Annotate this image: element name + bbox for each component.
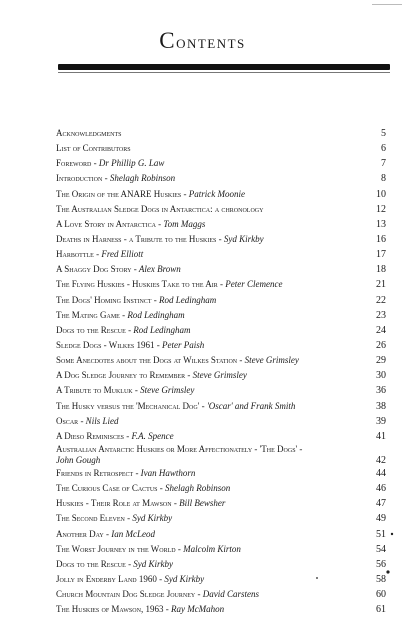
toc-entry [56,156,386,171]
toc-entry [56,171,386,186]
toc-entry-title: The Huskies of Mawson, 1963 [56,604,164,615]
toc-entry-author: - Ivan Hawthorn [133,467,196,478]
toc-entry-author: - Nils Lied [78,415,119,426]
toc-entry-title: Acknowledgments [56,128,122,138]
toc-entry-title: The Australian Sledge Dogs in Antarctica: a chronology [56,203,264,214]
toc-entry [56,126,386,141]
toc-entry-page: 17 [376,249,386,261]
title-rule [58,64,390,70]
toc-entry-title: Friends in Retrospect [56,467,134,478]
toc-entry-page: 30 [376,370,386,382]
toc-entry-page: 46 [376,483,386,495]
toc-entry-title: A Dog Sledge Journey to Remember [56,370,186,381]
toc-entry [56,262,386,277]
toc-entry [56,217,386,232]
toc-entry [56,557,386,572]
toc-entry-author: - Shelagh Robinson [157,483,231,494]
toc-entry-author: - Syd Kirkby [125,558,174,569]
toc-entry-title: Sledge Dogs - Wilkes 1961 [56,339,155,350]
toc-entry [56,383,386,398]
toc-entry-author: - F.A. Spence [124,430,174,441]
toc-entry-title: List of Contributors [56,143,131,154]
toc-entry-page: 5 [381,128,386,139]
toc-entry-page: 39 [376,415,386,427]
toc-entry-author: - Steve Grimsley [185,370,247,381]
toc-entry [56,587,386,602]
toc-entry [56,277,386,292]
toc-entry-author: - Syd Kirkby [156,573,205,584]
toc-entry [56,202,386,217]
toc-entry-title: A Love Story in Antarctica [56,218,156,229]
title-initial: C [159,28,177,53]
toc-entry-title: Australian Antarctic Huskies or More Affectionately - 'The Dogs' - [56,443,303,454]
toc-entry-author: - Syd Kirkby [216,233,264,244]
toc-entry-author: - Shelagh Robinson [102,173,176,184]
toc-entry-title: Introduction [56,173,103,184]
toc-entry [56,466,386,481]
toc-entry-page: 13 [376,218,386,230]
toc-entry [56,572,386,587]
toc-entry-page: 10 [376,188,386,200]
toc-entry-page: 7 [381,158,386,170]
toc-entry-page: 23 [376,309,386,321]
speck [386,570,389,573]
toc-entry-title: A Dieso Reminisces [56,430,125,441]
toc-entry [56,527,386,542]
speck [391,533,393,535]
toc-entry-author: - 'Oscar' and Frank Smith [199,400,296,411]
toc-entry-page: 29 [376,355,386,367]
toc-entry-page: 58 [376,573,386,585]
title-rule-thin [58,72,390,73]
toc-entry-title: The Husky versus the 'Mechanical Dog' [56,400,200,411]
toc-entry-title: Oscar [56,415,79,426]
toc-entry-title: A Tribute to Mukluk [56,385,133,396]
toc-entry-title: Dogs to the Rescue [56,324,126,335]
toc-entry-author: - Rod Ledingham [151,294,217,305]
toc-entry [56,368,386,383]
toc-entry-author: - Patrick Moonie [181,188,245,199]
toc-entry-page: 41 [376,430,386,442]
title-rest: ontents [176,32,246,53]
toc-entry-title: Deaths in Harness - a Tribute to the Huskies [56,233,217,244]
toc-entry-author: John Gough [56,454,101,465]
toc-entry-page: 44 [376,467,386,479]
toc-entry-title: The Mating Game [56,309,120,320]
toc-entry [56,187,386,202]
toc-entry-page: 51 [376,528,386,540]
toc-entry [56,399,386,414]
toc-entry-author: - David Carstens [195,589,259,600]
toc-entry [56,353,386,368]
toc-entry-page: 12 [376,203,386,215]
toc-entry-page: 18 [376,264,386,276]
toc-entry [56,293,386,308]
toc-entry-author: - Peter Clemence [217,279,283,290]
toc-entry-title: Another Day [56,528,104,539]
toc-entry-author: - Bill Bewsher [171,498,226,509]
toc-entry [56,338,386,353]
toc-entry [56,323,386,338]
toc-entry-title: Huskies - Their Role at Mawson [56,498,172,509]
toc-entry-page: 21 [376,279,386,291]
toc-entry [56,511,386,526]
toc-entry-title: The Origin of the ANARE Huskies [56,188,182,199]
toc-entry-title: Some Anecdotes about the Dogs at Wilkes Station [56,355,238,366]
toc-entry-title: The Curious Case of Cactus [56,483,158,494]
toc-entry-title: The Second Eleven [56,513,125,524]
toc-entry-page: 24 [376,324,386,336]
toc-entry [56,141,386,156]
toc-entry-author: - Rod Ledingham [119,309,185,320]
toc-entry [56,429,386,444]
toc-entry-title: Jolly in Enderby Land 1960 [56,573,157,584]
toc-entry [56,602,386,617]
toc-entry [56,414,386,429]
toc-entry [56,444,386,466]
toc-entry-page: 38 [376,400,386,412]
toc-entry [56,247,386,262]
toc-entry-author: - Peter Paish [154,339,205,350]
toc-entry-title: Dogs to the Rescue [56,558,126,569]
toc-entry-title: A Shaggy Dog Story [56,264,132,275]
toc-entry-page: 36 [376,385,386,397]
toc-entry-title: The Flying Huskies - Huskies Take to the Air [56,279,218,290]
toc-entry-page: 47 [376,498,386,510]
toc-entry [56,496,386,511]
toc-entry-author: - Alex Brown [131,264,181,275]
toc-entry-author: - Malcolm Kirton [175,543,241,554]
toc-entry-page: 60 [376,589,386,601]
toc-entry-page: 54 [376,543,386,555]
toc-entry [56,542,386,557]
toc-entry-page: 16 [376,233,386,245]
toc-entry-author: - Syd Kirkby [124,513,173,524]
toc-entry-author: - Ray McMahon [163,604,225,615]
toc-entry-title: Church Mountain Dog Sledge Journey [56,589,196,600]
toc-entry-page: 61 [376,604,386,616]
toc-entry [56,481,386,496]
toc-entry-title: The Dogs' Homing Instinct [56,294,152,305]
toc-entry-author: - Steve Grimsley [237,355,299,366]
toc-entry-page: 56 [376,558,386,570]
toc-entry-page: 6 [381,143,386,155]
toc-entry-page: 42 [376,454,386,466]
toc-entry [56,232,386,247]
toc-entry-page: 26 [376,339,386,351]
toc-entry [56,308,386,323]
toc-entry-title: Foreword [56,158,92,169]
toc-entry-title: Harbottle [56,249,94,260]
toc-entry-author: - Dr Phillip G. Law [91,158,165,169]
toc-entry-title: The Worst Journey in the World [56,543,176,554]
toc-entry-page: 8 [381,173,386,185]
toc-entry-author: - Tom Maggs [155,218,206,229]
toc-entry-page: 49 [376,513,386,525]
toc-entry-author: - Rod Ledingham [125,324,191,335]
toc-entry-author: - Fred Elliott [93,249,144,260]
toc-entry-author: - Steve Grimsley [132,385,195,396]
toc-entry-page: 22 [376,294,386,306]
contents-list [56,126,386,617]
speck [372,4,402,5]
toc-entry-author: - Ian McLeod [103,528,155,539]
page-title [0,28,405,54]
